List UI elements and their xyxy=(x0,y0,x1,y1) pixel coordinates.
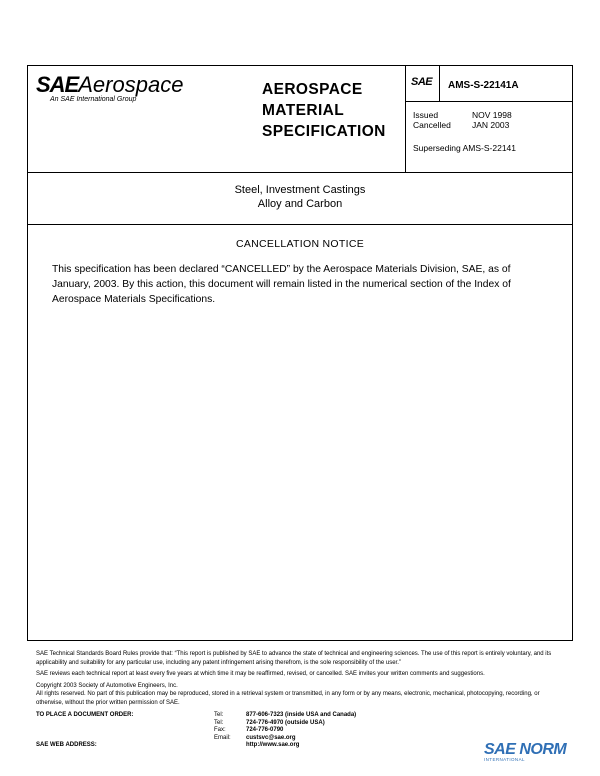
cancelled-label: Cancelled xyxy=(413,120,451,130)
brand-norm: SAE NORM xyxy=(484,741,567,758)
issued-date: NOV 1998 xyxy=(472,110,512,120)
contact-label: Tel: xyxy=(214,712,224,718)
contact-row xyxy=(214,735,356,743)
sae-aerospace-logo xyxy=(36,73,183,103)
docnum-divider xyxy=(405,101,573,102)
contact-email[interactable]: custsvc@sae.org xyxy=(246,734,296,741)
logo-subtitle: An SAE International Group xyxy=(50,96,137,103)
footer-rules: SAE Technical Standards Board Rules provide that: “This report is published by SAE to advance the state of technical and engineering sciences. The use of this report is entirely voluntary, and its applicability and suitability for any particular use, including any patent infringement arising therefrom, is the sole responsibility of the user.” xyxy=(36,651,552,666)
title-line-1: Steel, Investment Castings xyxy=(234,184,366,196)
web-address-link[interactable]: http://www.sae.org xyxy=(246,742,300,749)
logo-sae: SAE xyxy=(36,72,79,97)
notice-heading: CANCELLATION NOTICE xyxy=(235,238,365,250)
contact-value: 877-606-7323 (inside USA and Canada) xyxy=(246,712,357,718)
contact-list xyxy=(214,712,356,750)
cancelled-date: JAN 2003 xyxy=(472,120,510,130)
order-label: TO PLACE A DOCUMENT ORDER: xyxy=(36,712,134,718)
header-divider xyxy=(27,172,573,173)
contact-row xyxy=(214,727,356,735)
contact-label: Email: xyxy=(214,734,231,741)
contact-row xyxy=(214,742,356,750)
contact-label: Fax: xyxy=(214,727,226,734)
sae-mark-logo: SAE xyxy=(411,76,433,88)
meta-divider-left xyxy=(405,65,406,172)
document-title xyxy=(27,183,573,211)
doc-type-line-3: SPECIFICATION xyxy=(262,123,386,140)
issue-info xyxy=(413,110,512,130)
contact-label xyxy=(214,742,246,750)
doc-type-line-1: AEROSPACE xyxy=(262,81,363,98)
issued-label: Issued xyxy=(413,110,439,120)
footer-copyright: Copyright 2003 Society of Automotive Engineers, Inc. xyxy=(36,682,178,689)
title-line-2: Alloy and Carbon xyxy=(257,198,343,210)
notice-body: This specification has been declared “CANCELLED” by the Aerospace Materials Division, SAE, as of January, 2003. By this action, this document will remain listed in the numerical section of the Index of Aerospace Materials Specifications. xyxy=(52,264,511,305)
sae-norm-logo xyxy=(484,741,566,762)
footer-rights: All rights reserved. No part of this publication may be reproduced, stored in a retrieval system or transmitted, in any form or by any means, electronic, mechanical, photocopying, recording, or otherwise, without the prior written permission of SAE. xyxy=(36,691,540,706)
contact-row xyxy=(214,712,356,720)
footer-legal xyxy=(36,650,566,707)
title-divider xyxy=(27,224,573,225)
mark-divider xyxy=(439,65,440,101)
contact-label: Tel: xyxy=(214,719,224,726)
superseding-note: Superseding AMS-S-22141 xyxy=(413,143,517,153)
document-number: AMS-S-22141A xyxy=(448,80,519,91)
contact-value: 724-776-0790 xyxy=(246,727,284,734)
contact-row xyxy=(214,720,356,728)
footer-review: SAE reviews each technical report at least every five years at which time it may be reaffirmed, revised, or cancelled. SAE invites your written comments and suggestions. xyxy=(36,671,485,677)
doc-type-line-2: MATERIAL xyxy=(262,102,345,119)
document-type xyxy=(262,79,386,142)
logo-aerospace: Aerospace xyxy=(78,72,184,97)
contact-value: 724-776-4970 (outside USA) xyxy=(246,719,325,726)
web-address-label: SAE WEB ADDRESS: xyxy=(36,742,97,748)
brand-subtitle: INTERNATIONAL xyxy=(484,757,525,762)
